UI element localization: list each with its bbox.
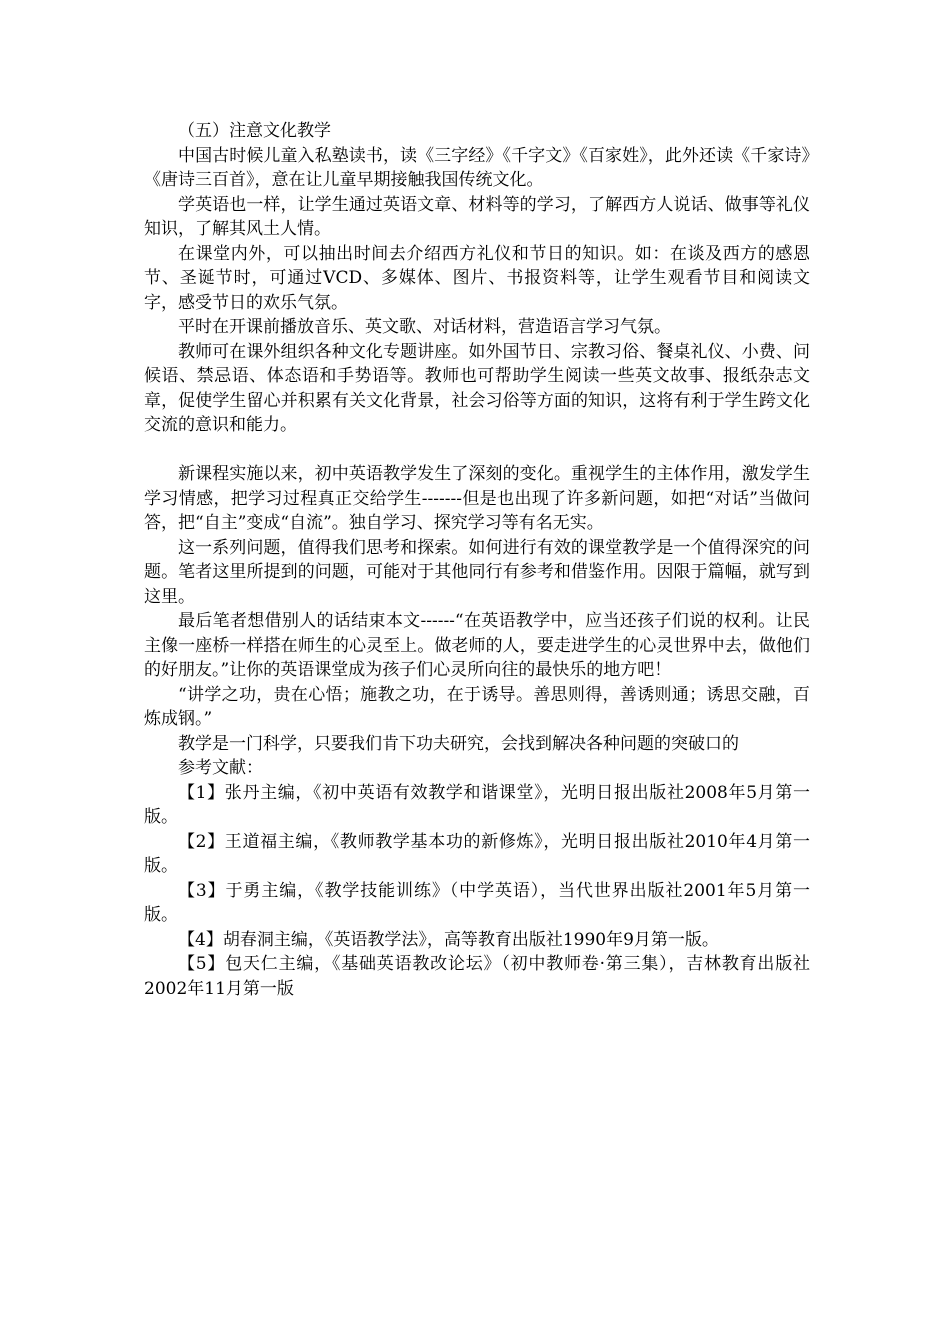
paragraph-conclusion-3: 最后笔者想借别人的话结束本文------“在英语教学中，应当还孩子们说的权利。让民主像一座桥一样搭在师生的心灵至上。做老师的人，要走进学生的心灵世界中去，做他们的好朋友。”让你的英语课堂成为孩子们心灵所向往的最快乐的地方吧！: [144, 611, 810, 680]
paragraph-conclusion-5: 教学是一门科学，只要我们肯下功夫研究，会找到解决各种问题的突破口的: [178, 733, 739, 754]
section-heading: （五）注意文化教学: [178, 121, 331, 141]
reference-item-1: 【1】张丹主编，《初中英语有效教学和谐课堂》，光明日报出版社2008年5月第一版。: [144, 782, 810, 827]
paragraph-culture-1: 中国古时候儿童入私塾读书，读《三字经》《千字文》《百家姓》，此外还读《千家诗》《唐诗三百首》，意在让儿童早期接触我国传统文化。: [144, 145, 810, 190]
paragraph-culture-2: 学英语也一样，让学生通过英语文章、材料等的学习，了解西方人说话、做事等礼仪知识，了解其风土人情。: [144, 194, 810, 239]
paragraph-conclusion-2: 这一系列问题，值得我们思考和探索。如何进行有效的课堂教学是一个值得深究的问题。笔者这里所提到的问题，可能对于其他同行有参考和借鉴作用。因限于篇幅，就写到这里。: [144, 537, 810, 607]
document-page: [144, 119, 810, 1001]
paragraph-culture-4: 平时在开课前播放音乐、英文歌、对话材料，营造语言学习气氛。: [178, 317, 671, 337]
paragraph-conclusion-1: 新课程实施以来，初中英语教学发生了深刻的变化。重视学生的主体作用，激发学生学习情感，把学习过程真正交给学生-------但是也出现了许多新问题，如把“对话”当做问答，把“自主”变成“自流”。独自学习、探究学习等有名无实。: [144, 464, 810, 533]
reference-item-2: 【2】王道福主编，《教师教学基本功的新修炼》，光明日报出版社2010年4月第一版。: [144, 831, 810, 876]
reference-item-5: 【5】包天仁主编，《基础英语教改论坛》（初中教师卷·第三集），吉林教育出版社2002年11月第一版: [144, 954, 810, 999]
reference-item-3: 【3】于勇主编，《教学技能训练》（中学英语），当代世界出版社2001年5月第一版。: [144, 880, 810, 925]
paragraph-culture-3: 在课堂内外，可以抽出时间去介绍西方礼仪和节日的知识。如：在谈及西方的感恩节、圣诞节时，可通过VCD、多媒体、图片、书报资料等，让学生观看节目和阅读文字，感受节日的欢乐气氛。: [144, 243, 810, 313]
references-heading: 参考文献：: [178, 758, 263, 778]
paragraph-culture-5: 教师可在课外组织各种文化专题讲座。如外国节日、宗教习俗、餐桌礼仪、小费、问候语、禁忌语、体态语和手势语等。教师也可帮助学生阅读一些英文故事、报纸杂志文章，促使学生留心并积累有关文化背景，社会习俗等方面的知识，这将有利于学生跨文化交流的意识和能力。: [144, 341, 810, 435]
reference-item-4: 【4】胡春洞主编，《英语教学法》，高等教育出版社1990年9月第一版。: [178, 929, 719, 950]
quote-paragraph: “讲学之功，贵在心悟；施教之功，在于诱导。善思则得，善诱则通；诱思交融，百炼成钢。”: [144, 684, 810, 729]
